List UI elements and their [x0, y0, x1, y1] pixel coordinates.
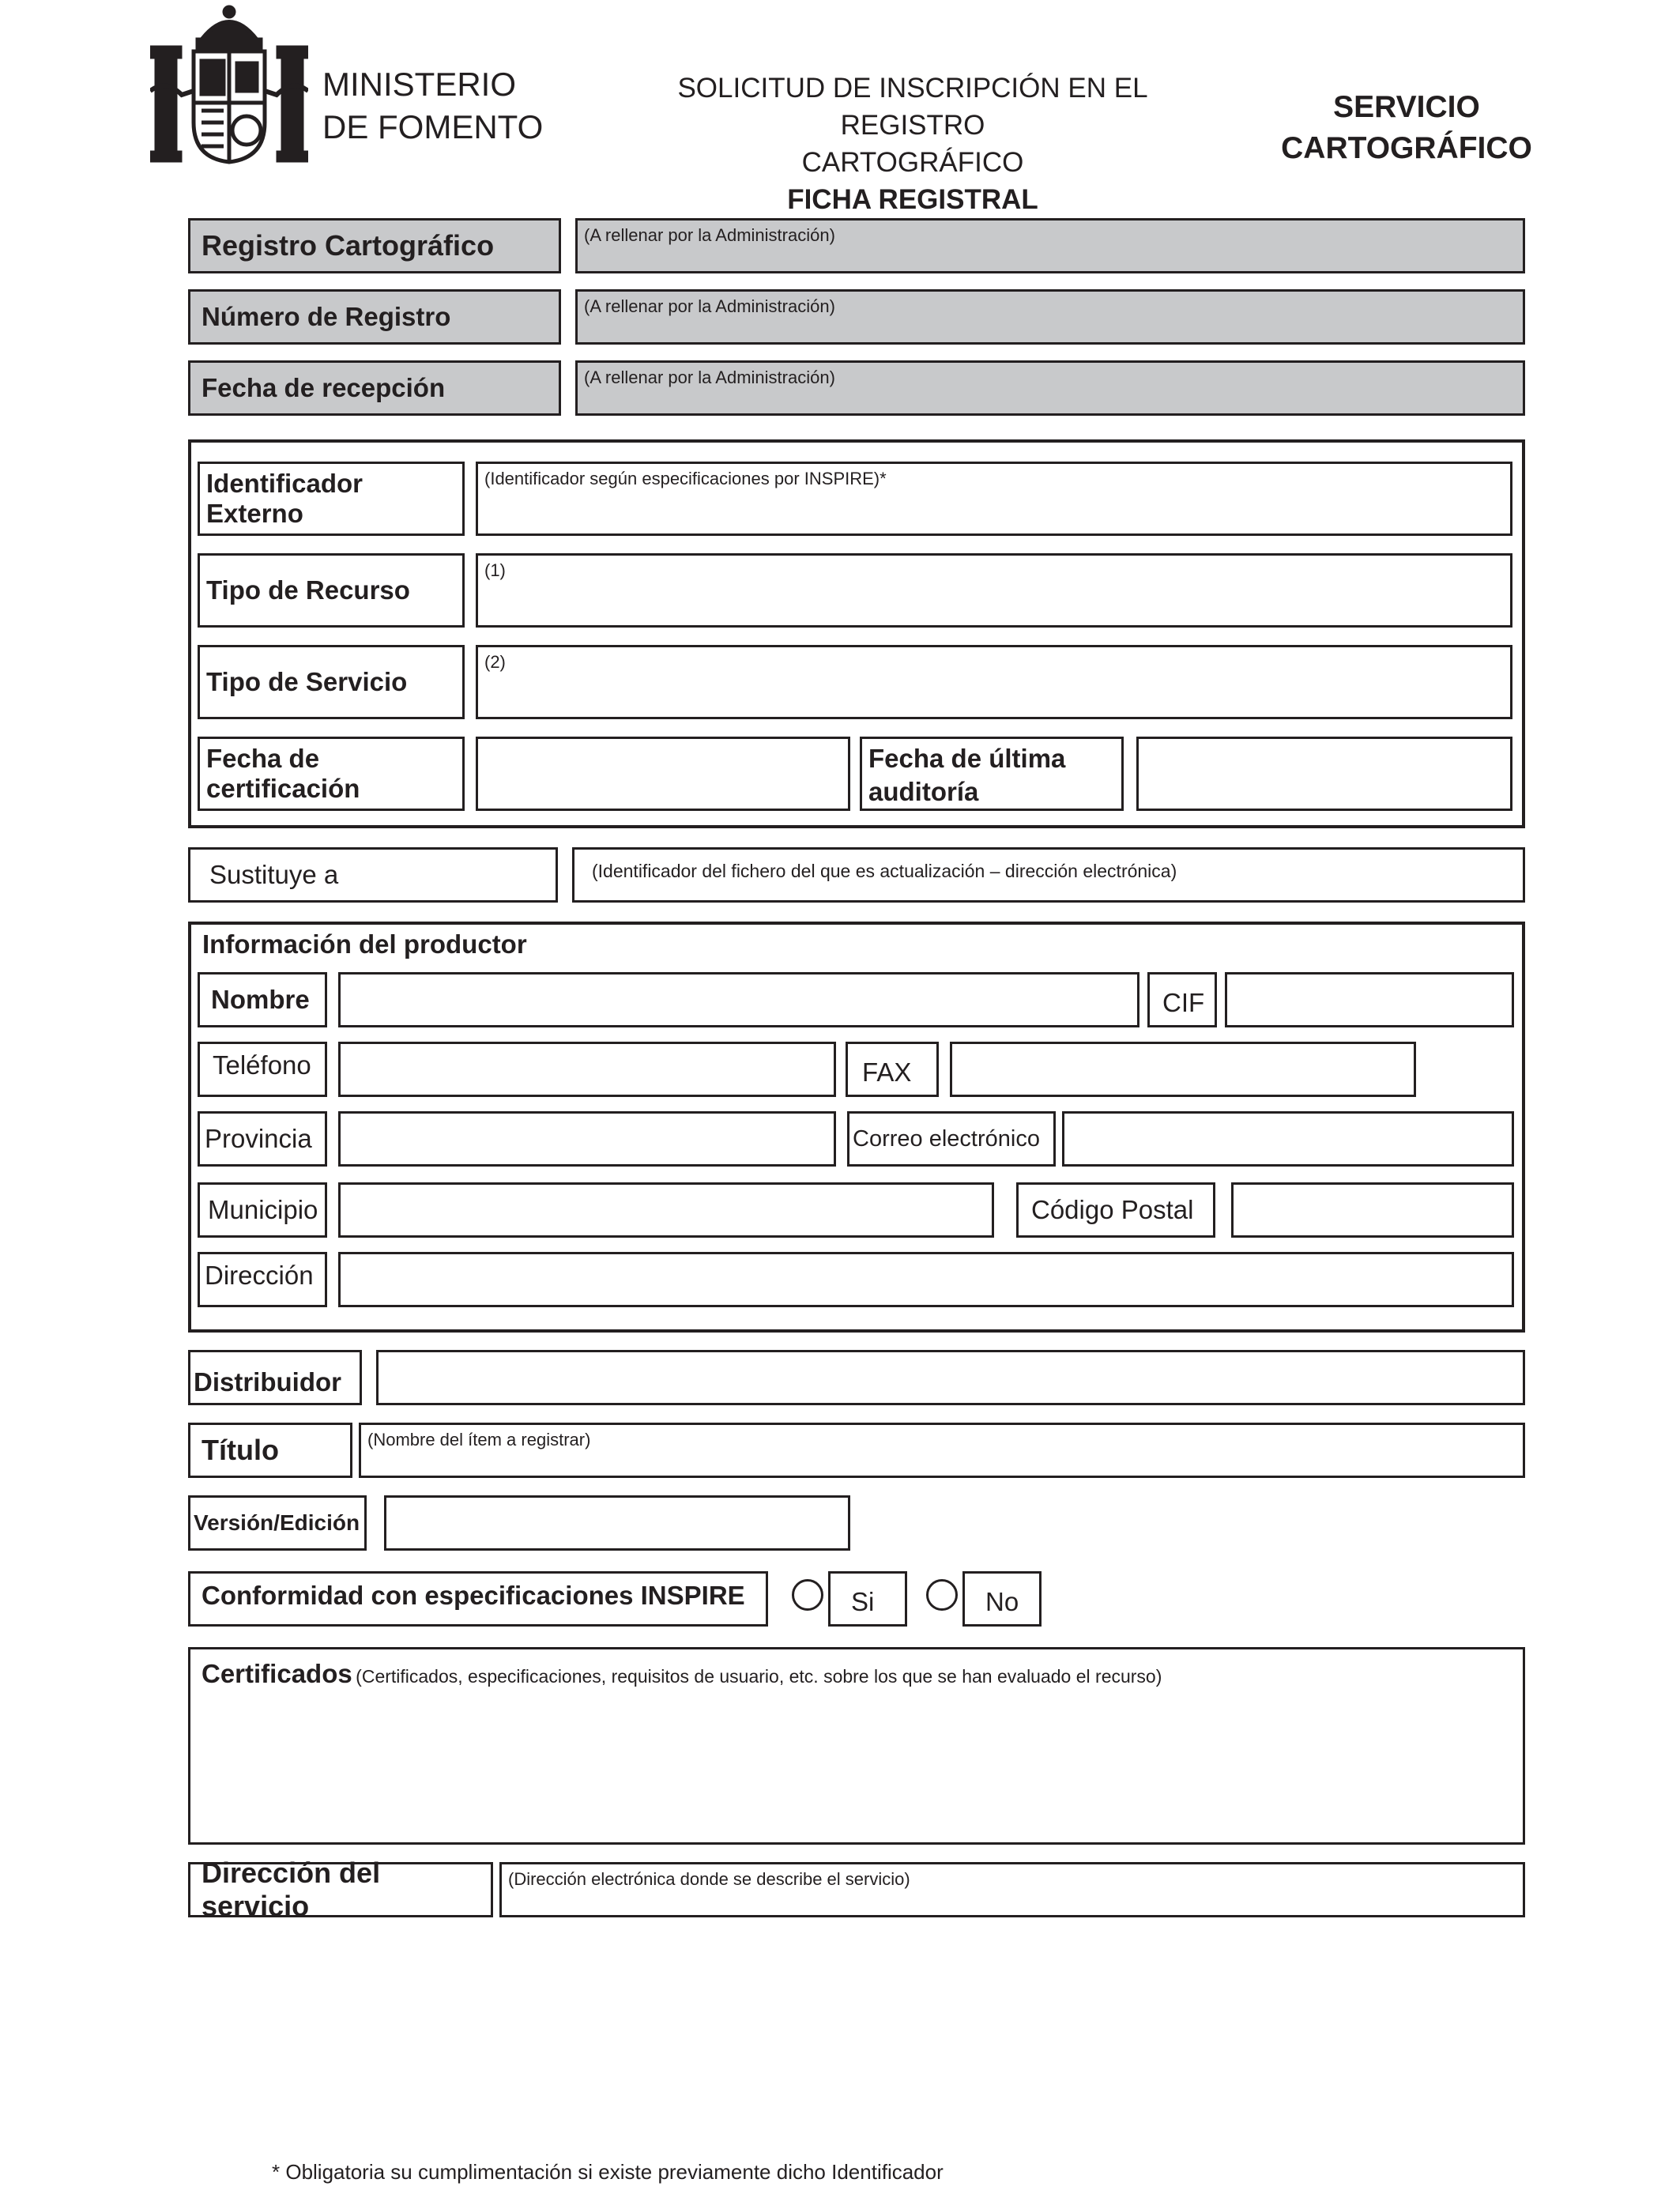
- conformidad-label: Conformidad con especificaciones INSPIRE: [188, 1571, 768, 1627]
- fax-label: FAX: [846, 1042, 939, 1097]
- nombre-label: Nombre: [198, 972, 327, 1027]
- service-line-1: SERVICIO: [1333, 90, 1480, 124]
- conformidad-si-label: Si: [828, 1571, 907, 1627]
- ministry-line-2: DE FOMENTO: [322, 108, 544, 145]
- ministry-name: [322, 63, 583, 149]
- conformidad-si-radio[interactable]: [792, 1579, 823, 1611]
- nombre-field[interactable]: [338, 972, 1139, 1027]
- distribuidor-field[interactable]: [376, 1350, 1525, 1405]
- fecha-recepcion-field: (A rellenar por la Administración): [575, 360, 1525, 416]
- conformidad-no-label: No: [962, 1571, 1042, 1627]
- document-title: [616, 70, 1209, 218]
- tipo-servicio-field[interactable]: (2): [476, 645, 1512, 719]
- registro-cartografico-label: Registro Cartográfico: [188, 218, 561, 273]
- identificador-externo-label: Identificador Externo: [198, 462, 465, 536]
- certificados-label: Certificados: [202, 1659, 352, 1688]
- tipo-recurso-label: Tipo de Recurso: [198, 553, 465, 628]
- identificador-externo-field[interactable]: (Identificador según especificaciones por INSPIRE)*: [476, 462, 1512, 536]
- titulo-label: Título: [188, 1423, 352, 1478]
- service-line-2: CARTOGRÁFICO: [1281, 131, 1532, 165]
- footnote: * Obligatoria su cumplimentación si existe previamente dicho Identificador: [272, 2160, 944, 2184]
- fecha-auditoria-field[interactable]: [1136, 737, 1512, 811]
- provincia-field[interactable]: [338, 1111, 836, 1167]
- direccion-servicio-field[interactable]: (Dirección electrónica donde se describe el servicio): [499, 1862, 1525, 1917]
- document-title-line-1: SOLICITUD DE INSCRIPCIÓN EN EL REGISTRO: [677, 73, 1148, 141]
- cif-label: CIF: [1147, 972, 1217, 1027]
- correo-field[interactable]: [1062, 1111, 1514, 1167]
- numero-registro-label: Número de Registro: [188, 289, 561, 345]
- telefono-label: Teléfono: [198, 1042, 327, 1097]
- service-heading: [1256, 87, 1557, 169]
- sustituye-label: Sustituye a: [188, 847, 558, 903]
- tipo-servicio-label: Tipo de Servicio: [198, 645, 465, 719]
- municipio-field[interactable]: [338, 1182, 994, 1238]
- version-field[interactable]: [384, 1495, 850, 1551]
- document-title-line-2: CARTOGRÁFICO: [801, 147, 1024, 178]
- correo-label: Correo electrónico: [847, 1111, 1056, 1167]
- codigo-postal-label: Código Postal: [1016, 1182, 1215, 1238]
- fecha-certificacion-label: Fecha de certificación: [198, 737, 465, 811]
- version-label: Versión/Edición: [188, 1495, 367, 1551]
- registro-cartografico-field: (A rellenar por la Administración): [575, 218, 1525, 273]
- fecha-auditoria-line-1: Fecha de última: [868, 744, 1066, 773]
- distribuidor-label: Distribuidor: [188, 1350, 362, 1405]
- document-subtitle: FICHA REGISTRAL: [787, 184, 1038, 215]
- fecha-auditoria-line-2: auditoría: [868, 777, 979, 806]
- fecha-recepcion-label: Fecha de recepción: [188, 360, 561, 416]
- fecha-certificacion-field[interactable]: [476, 737, 850, 811]
- provincia-label: Provincia: [198, 1111, 327, 1167]
- cif-field[interactable]: [1225, 972, 1514, 1027]
- tipo-recurso-field[interactable]: (1): [476, 553, 1512, 628]
- fecha-auditoria-label: [860, 737, 1124, 811]
- direccion-servicio-label: Dirección del servicio: [188, 1862, 493, 1917]
- direccion-field[interactable]: [338, 1252, 1514, 1307]
- certificados-hint: (Certificados, especificaciones, requisitos de usuario, etc. sobre los que se han evaluado el recurso): [356, 1666, 1162, 1687]
- certificados-field[interactable]: [188, 1647, 1525, 1845]
- conformidad-no-radio[interactable]: [926, 1579, 958, 1611]
- codigo-postal-field[interactable]: [1231, 1182, 1514, 1238]
- sustituye-field[interactable]: (Identificador del fichero del que es actualización – dirección electrónica): [572, 847, 1525, 903]
- numero-registro-field: (A rellenar por la Administración): [575, 289, 1525, 345]
- municipio-label: Municipio: [198, 1182, 327, 1238]
- titulo-field[interactable]: (Nombre del ítem a registrar): [359, 1423, 1525, 1478]
- coat-of-arms-logo: [150, 4, 308, 166]
- direccion-label: Dirección: [198, 1252, 327, 1307]
- ministry-line-1: MINISTERIO: [322, 66, 517, 103]
- telefono-field[interactable]: [338, 1042, 836, 1097]
- fax-field[interactable]: [950, 1042, 1416, 1097]
- productor-heading: Información del productor: [202, 929, 527, 959]
